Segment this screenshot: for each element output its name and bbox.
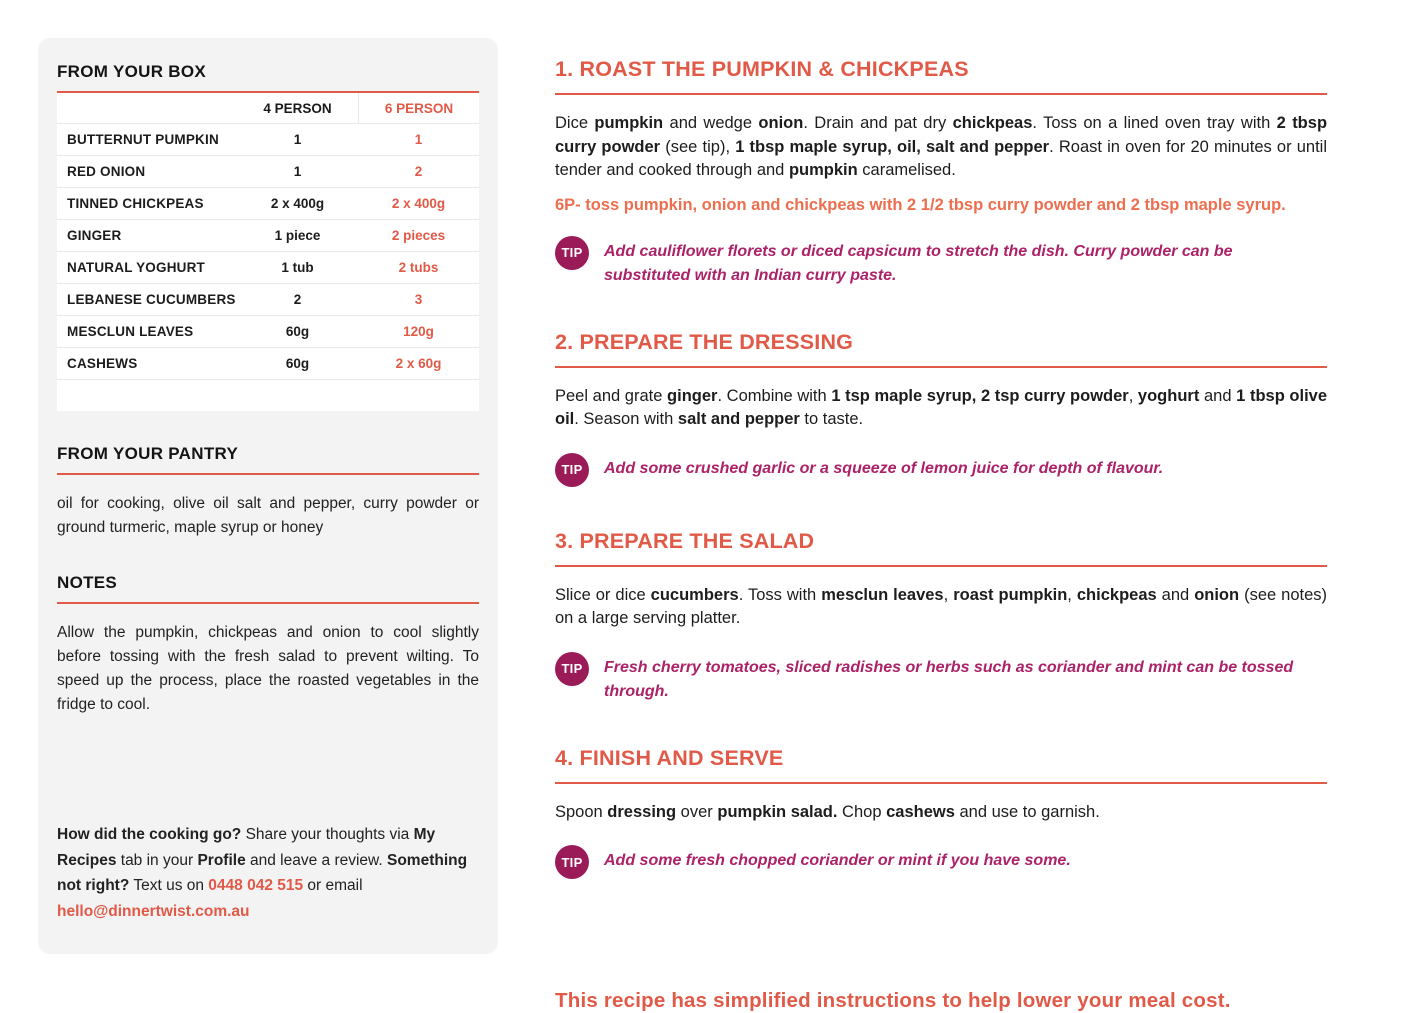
- step-section: [555, 57, 1327, 288]
- from-your-pantry-section: [57, 444, 479, 540]
- step-title: 3. PREPARE THE SALAD: [555, 529, 1327, 567]
- tip-text: Add some fresh chopped coriander or mint if you have some.: [604, 852, 1071, 869]
- step-section: [555, 746, 1327, 880]
- qty-6-person: 2 tubs: [398, 260, 439, 275]
- qty-4-person: 1: [293, 164, 302, 179]
- table-body: [57, 124, 479, 380]
- pantry-text: oil for cooking, olive oil salt and pepper, curry powder or ground turmeric, maple syrup or honey: [57, 495, 479, 536]
- tip: [555, 235, 1327, 288]
- notes-section: [57, 573, 479, 717]
- table-row: [57, 252, 479, 284]
- ingredient-name: MESCLUN LEAVES: [67, 324, 194, 339]
- ingredient-name: LEBANESE CUCUMBERS: [67, 292, 236, 307]
- qty-4-person: 60g: [285, 324, 310, 339]
- step-body: Slice or dice cucumbers. Toss with mesclun leaves, roast pumpkin, chickpeas and onion (see notes) on a large serving platter.: [555, 585, 1328, 627]
- step-section: [555, 330, 1327, 487]
- qty-6-person: 2 x 400g: [391, 196, 446, 211]
- from-your-pantry-title: FROM YOUR PANTRY: [57, 444, 239, 463]
- section-divider: [57, 602, 479, 604]
- qty-4-person: 1 tub: [281, 260, 314, 275]
- tip-text: Fresh cherry tomatoes, sliced radishes or herbs such as coriander and mint can be tossed through.: [604, 658, 1294, 700]
- ingredient-name: RED ONION: [67, 164, 146, 179]
- tip: [555, 651, 1327, 704]
- tip: [555, 844, 1327, 879]
- notes-title: NOTES: [57, 573, 118, 592]
- qty-4-person: 1 piece: [274, 228, 321, 243]
- ingredient-name: GINGER: [67, 228, 122, 243]
- qty-6-person: 120g: [403, 324, 434, 339]
- step-title: 1. ROAST THE PUMPKIN & CHICKPEAS: [555, 57, 1327, 95]
- tip: [555, 452, 1327, 487]
- table-row: [57, 284, 479, 316]
- notes-text: Allow the pumpkin, chickpeas and onion to cool slightly before tossing with the fresh salad to prevent wilting. To speed up the process, place the roasted vegetables in the fridge to cool.: [57, 624, 479, 713]
- step-body: Spoon dressing over pumpkin salad. Chop cashews and use to garnish.: [555, 802, 1100, 821]
- table-row: [57, 124, 479, 156]
- simplified-instructions-note: This recipe has simplified instructions to help lower your meal cost.: [555, 989, 1231, 1012]
- table-row: [57, 316, 479, 348]
- tip-badge-icon: TIP: [555, 845, 589, 879]
- qty-6-person: 1: [414, 132, 423, 147]
- ingredients-panel: [38, 38, 498, 954]
- qty-6-person: 2: [414, 164, 423, 179]
- step-section: [555, 529, 1327, 704]
- table-header-row: [57, 93, 479, 124]
- table-row: [57, 188, 479, 220]
- ingredient-name: TINNED CHICKPEAS: [67, 196, 204, 211]
- ingredient-name: NATURAL YOGHURT: [67, 260, 205, 275]
- ingredients-table: [57, 93, 479, 411]
- step-title: 2. PREPARE THE DRESSING: [555, 330, 1327, 368]
- ingredient-name: CASHEWS: [67, 356, 138, 371]
- from-your-box-section: [57, 62, 479, 411]
- from-your-box-title: FROM YOUR BOX: [57, 62, 207, 81]
- header-4-person: 4 PERSON: [263, 100, 332, 116]
- qty-6-person: 2 x 60g: [395, 356, 442, 371]
- contact-link[interactable]: hello@dinnertwist.com.au: [57, 902, 250, 920]
- qty-4-person: 2 x 400g: [270, 196, 325, 211]
- tip-badge-icon: TIP: [555, 236, 589, 270]
- ingredient-name: BUTTERNUT PUMPKIN: [67, 132, 219, 147]
- table-row: [57, 348, 479, 380]
- tip-text: Add cauliflower florets or diced capsicum to stretch the dish. Curry powder can be substituted with an Indian curry paste.: [604, 242, 1233, 284]
- qty-6-person: 3: [414, 292, 423, 307]
- section-divider: [57, 473, 479, 475]
- step-title: 4. FINISH AND SERVE: [555, 746, 1327, 784]
- tip-badge-icon: TIP: [555, 652, 589, 686]
- contact-link[interactable]: 0448 042 515: [208, 877, 304, 894]
- header-6-person: 6 PERSON: [358, 93, 479, 123]
- tip-badge-icon: TIP: [555, 453, 589, 487]
- qty-4-person: 2: [293, 292, 302, 307]
- tip-text: Add some crushed garlic or a squeeze of lemon juice for depth of flavour.: [604, 459, 1164, 477]
- table-row: [57, 220, 479, 252]
- table-row: [57, 156, 479, 188]
- steps-container: [555, 57, 1327, 879]
- qty-4-person: 1: [293, 132, 302, 147]
- instructions-column: [555, 57, 1327, 1013]
- table-empty-row: [57, 380, 479, 411]
- step-body: Peel and grate ginger. Combine with 1 tsp maple syrup, 2 tsp curry powder, yoghurt and 1 tbsp olive oil. Season with salt and pepper to taste.: [555, 386, 1327, 428]
- step-6p-note: 6P- toss pumpkin, onion and chickpeas with 2 1/2 tbsp curry powder and 2 tbsp maple syrup.: [555, 195, 1286, 214]
- step-body: Dice pumpkin and wedge onion. Drain and pat dry chickpeas. Toss on a lined oven tray with 2 tbsp curry powder (see tip), 1 tbsp maple syrup, oil, salt and pepper. Roast in oven for 20 minutes or until tender and cooked through and pumpkin caramelised.: [555, 114, 1328, 179]
- feedback-footer: How did the cooking go? Share your thoughts via My Recipes tab in your Profile and leave a review. Something not right? Text us on 0448 042 515 or email hello@dinnertwist.com.au: [57, 826, 468, 920]
- qty-6-person: 2 pieces: [391, 228, 446, 243]
- qty-4-person: 60g: [285, 356, 310, 371]
